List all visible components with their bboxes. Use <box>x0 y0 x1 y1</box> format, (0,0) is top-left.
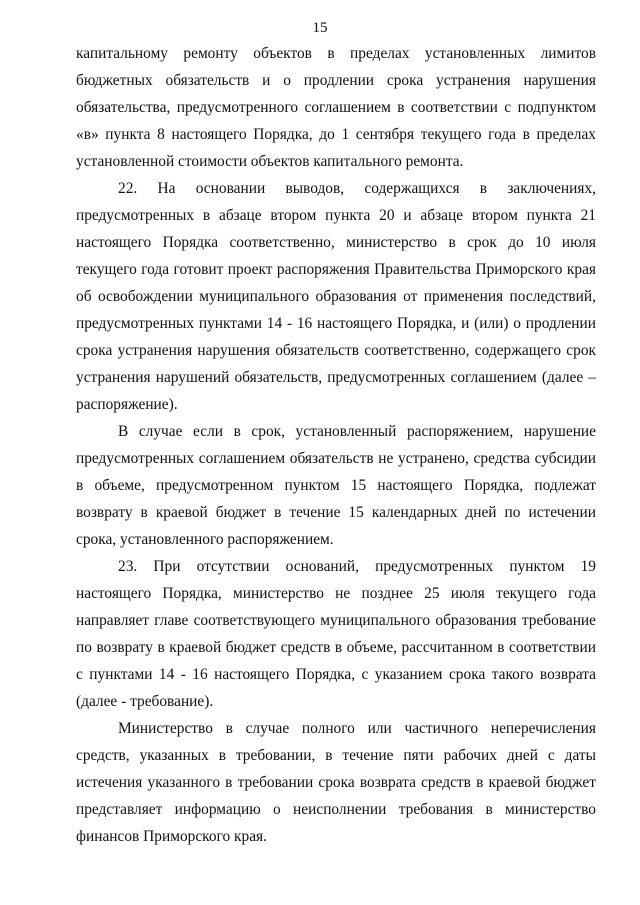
paragraph-continuation: капитальному ремонту объектов в пределах установленных лимитов бюджетных обязательств и о продлении срока устранения нарушения обязательства, предусмотренного соглашением в соответствии с подпунктом «в» пункта 8 настоящего Порядка, до 1 сентября текущего года в пределах установленной стоимости объектов капитального ремонта. <box>76 45 596 170</box>
document-body <box>76 40 596 850</box>
paragraph-refund-condition: В случае если в срок, установленный распоряжением, нарушение предусмотренных соглашением обязательств не устранено, средства субсидии в объеме, предусмотренном пунктом 15 настоящего Порядка, подлежат возврату в краевой бюджет в течение 15 календарных дней по истечении срока, установленного распоряжением. <box>76 423 596 548</box>
paragraph-ministry-report: Министерство в случае полного или частичного неперечисления средств, указанных в требовании, в течение пяти рабочих дней с даты истечения указанного в требовании срока возврата средств в краевой бюджет представляет информацию о неисполнении требования в министерство финансов Приморского края. <box>76 720 596 845</box>
paragraph-item-23: 23. При отсутствии оснований, предусмотренных пунктом 19 настоящего Порядка, министерство не позднее 25 июля текущего года направляет главе соответствующего муниципального образования требование по возврату в краевой бюджет средств в объеме, рассчитанном в соответствии с пунктами 14 - 16 настоящего Порядка, с указанием срока такого возврата (далее - требование). <box>76 558 596 710</box>
page-number: 15 <box>312 20 328 36</box>
paragraph-item-22: 22. На основании выводов, содержащихся в заключениях, предусмотренных в абзаце втором пункта 20 и абзаце втором пункта 21 настоящего Порядка соответственно, министерство в срок до 10 июля текущего года готовит проект распоряжения Правительства Приморского края об освобождении муниципального образования от применения последствий, предусмотренных пунктами 14 - 16 настоящего Порядка, и (или) о продлении срока устранения нарушения обязательств соответственно, содержащего срок устранения нарушений обязательств, предусмотренных соглашением (далее – распоряжение). <box>76 180 596 413</box>
